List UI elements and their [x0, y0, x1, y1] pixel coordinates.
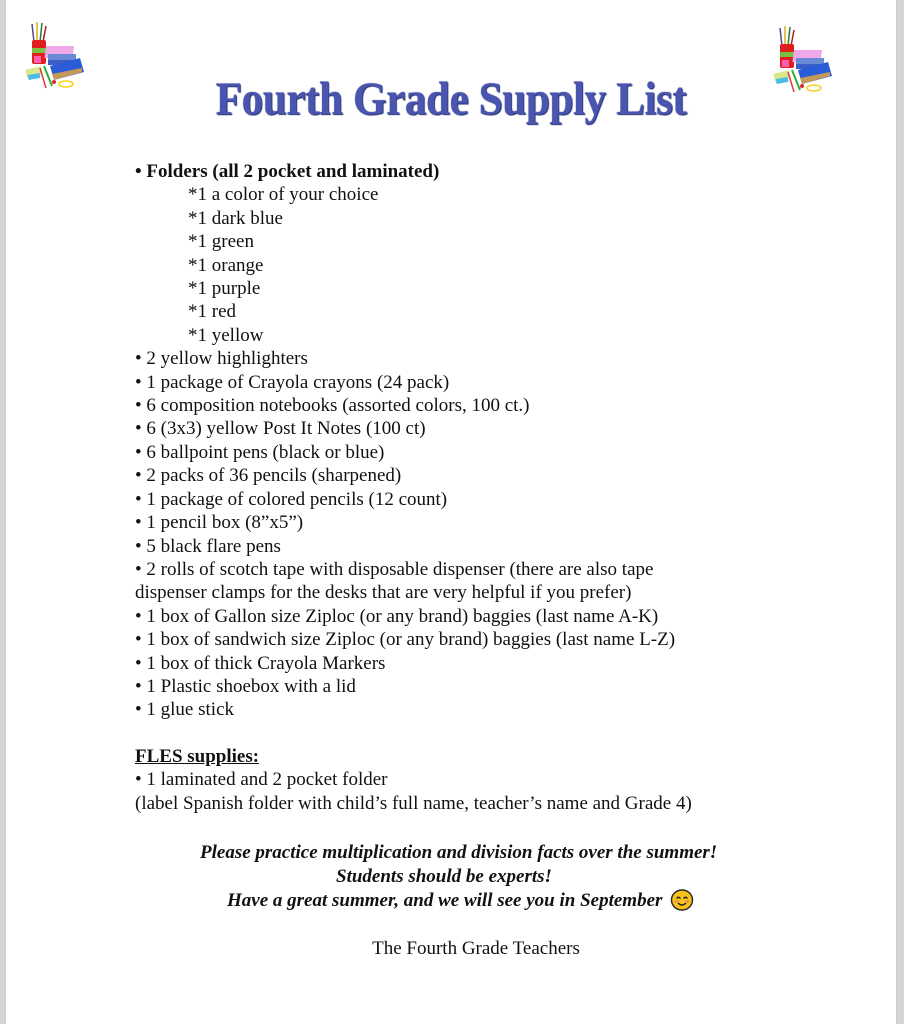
fles-heading: FLES supplies: — [135, 745, 260, 767]
supply-item: • 1 pencil box (8”x5”) — [135, 512, 304, 534]
spacer — [135, 722, 855, 745]
fles-item: • 1 laminated and 2 pocket folder — [135, 769, 388, 791]
folder-item: *1 purple — [188, 278, 261, 300]
supply-item: • 2 rolls of scotch tape with disposable dispenser (there are also tape — [135, 558, 654, 580]
folder-item: *1 green — [188, 231, 254, 253]
supply-item: • 6 composition notebooks (assorted colors, 100 ct.) — [135, 395, 530, 417]
supply-item-continuation: dispenser clamps for the desks that are very helpful if you prefer) — [135, 582, 632, 604]
closing-line-3: Have a great summer, and we will see you in September — [227, 890, 663, 911]
folder-item: *1 red — [188, 301, 237, 323]
smiling-face-icon — [670, 888, 694, 912]
fles-note: (label Spanish folder with child’s full name, teacher’s name and Grade 4) — [135, 792, 692, 814]
supply-item: • 1 package of Crayola crayons (24 pack) — [135, 371, 450, 393]
supply-item: • 1 glue stick — [135, 699, 234, 721]
supply-item: • 1 Plastic shoebox with a lid — [135, 675, 356, 697]
closing-line-3-wrap — [227, 889, 694, 914]
supply-item: • 6 (3x3) yellow Post It Notes (100 ct) — [135, 418, 426, 440]
supply-item: • 1 box of thick Crayola Markers — [135, 652, 386, 674]
folder-item: *1 a color of your choice — [188, 184, 379, 206]
folders-heading: • Folders (all 2 pocket and laminated) — [135, 161, 440, 182]
supply-item: • 1 box of Gallon size Ziploc (or any brand) baggies (last name A-K) — [135, 605, 659, 627]
supply-item: • 1 package of colored pencils (12 count) — [135, 488, 448, 510]
closing-line-2: Students should be experts! — [336, 866, 552, 887]
supply-item: • 2 packs of 36 pencils (sharpened) — [135, 465, 402, 487]
signature: The Fourth Grade Teachers — [372, 938, 580, 959]
document-page — [6, 0, 896, 1024]
supply-list — [135, 160, 855, 815]
page-title: Fourth Grade Supply List — [215, 73, 687, 125]
closing-line-1: Please practice multiplication and division facts over the summer! — [200, 842, 718, 863]
supply-item: • 5 black flare pens — [135, 535, 281, 557]
folder-item: *1 dark blue — [188, 207, 283, 229]
supply-item: • 1 box of sandwich size Ziploc (or any brand) baggies (last name L-Z) — [135, 629, 676, 651]
folder-item: *1 orange — [188, 254, 264, 276]
supply-item: • 2 yellow highlighters — [135, 348, 308, 370]
folder-item: *1 yellow — [188, 324, 264, 346]
supply-item: • 6 ballpoint pens (black or blue) — [135, 441, 385, 463]
